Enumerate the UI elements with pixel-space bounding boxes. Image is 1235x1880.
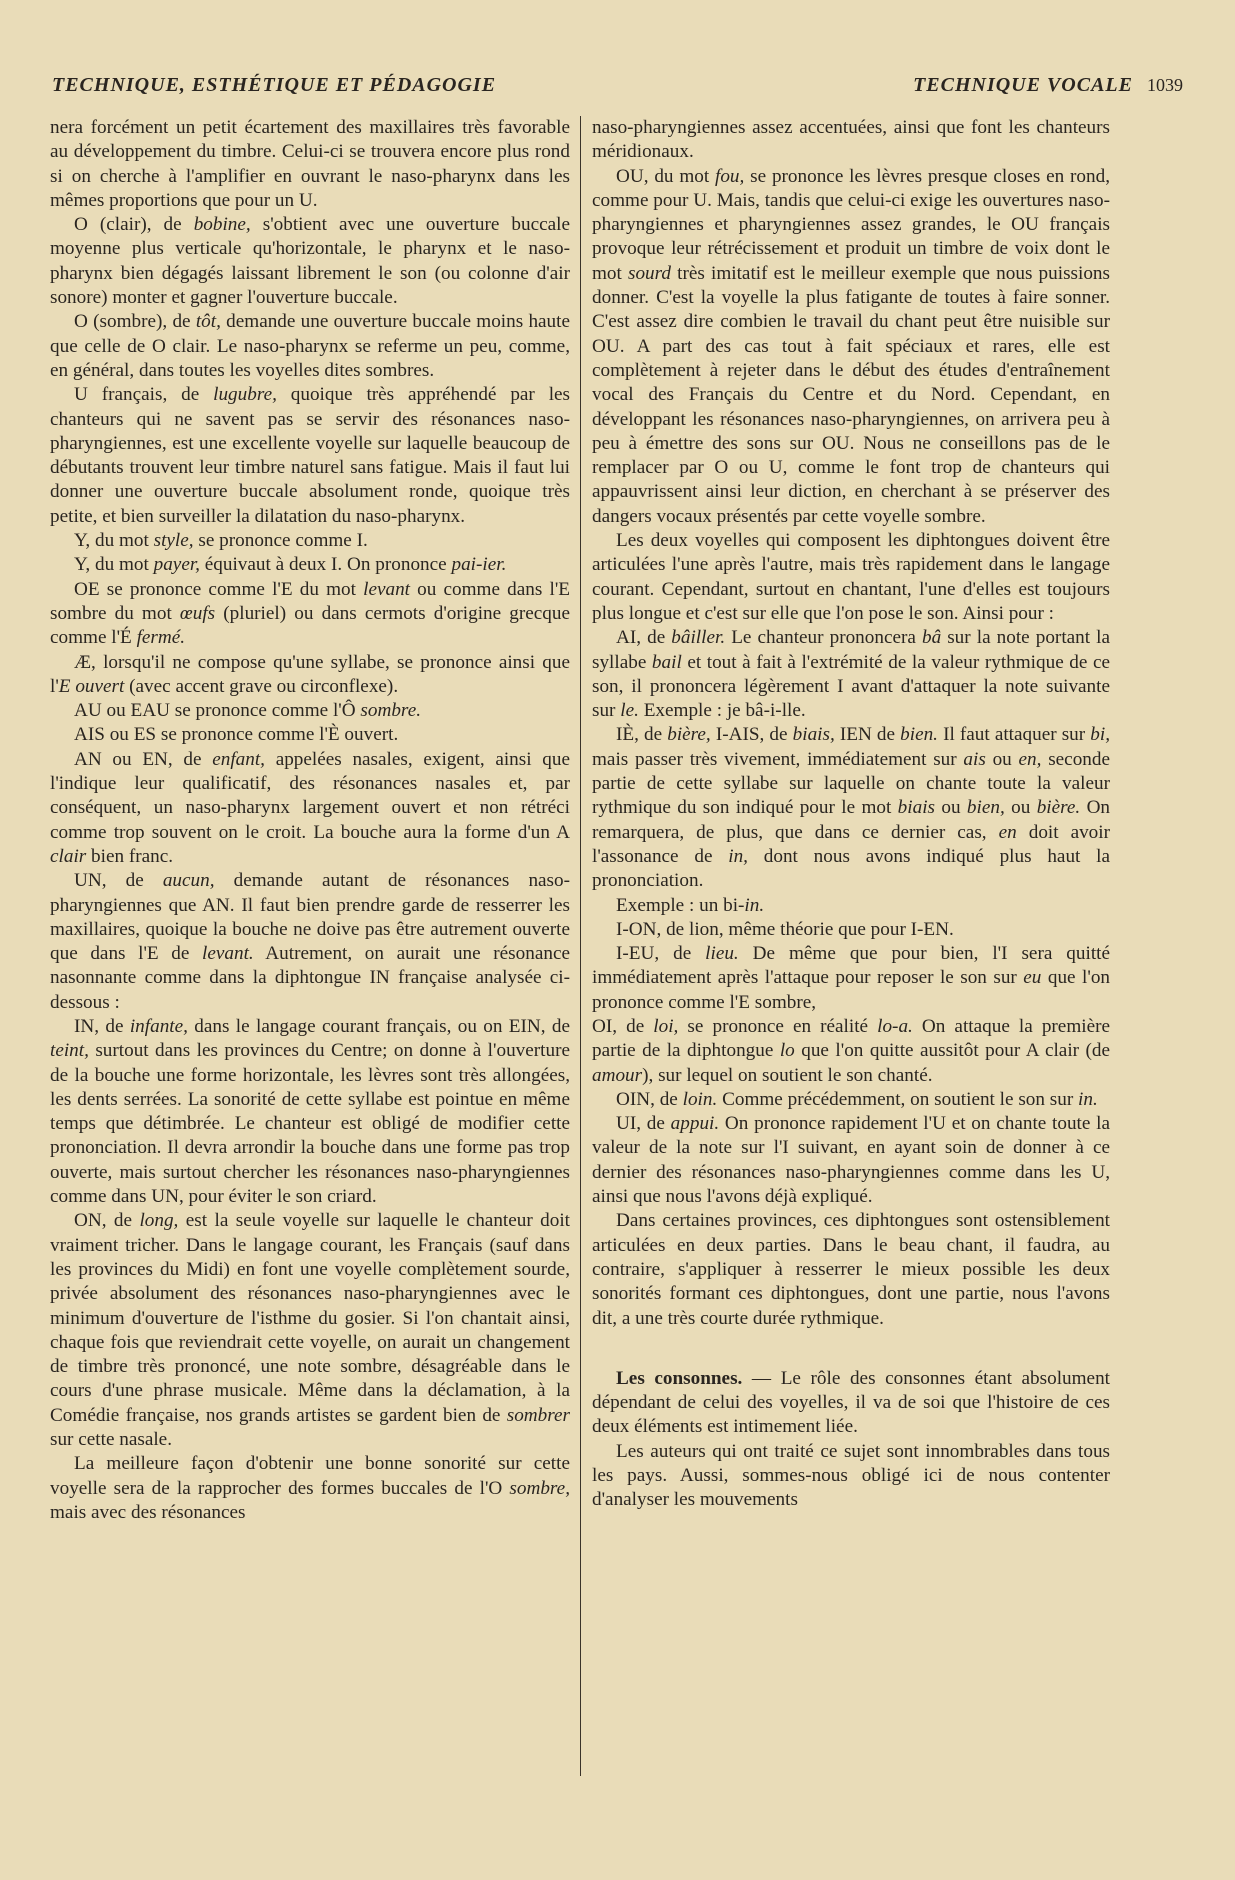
italic-text: bien, <box>966 797 1005 819</box>
text-run: bien franc. <box>86 845 174 867</box>
italic-text: sourd <box>628 262 672 284</box>
paragraph <box>592 165 1110 529</box>
paragraph <box>50 310 570 383</box>
italic-text: lieu. <box>705 943 739 965</box>
text-run: demande une ouverture buccale moins haute que celle de O clair. Le naso-pharynx se referme un peu, comme, en général, dans toutes les voyelles dites sombres. <box>50 311 570 381</box>
text-run: On attaque la première partie de la diphtongue <box>592 1015 1110 1062</box>
text-run: OI, de <box>592 1015 654 1037</box>
paragraph <box>50 1452 570 1525</box>
italic-text: en <box>998 821 1017 843</box>
text-run: On remarquera, de plus, que dans ce dernier cas, <box>592 797 1111 843</box>
text-run: Exemple : un bi- <box>616 894 745 916</box>
text-run: dans le langage courant français, ou on EIN, de <box>187 1015 570 1037</box>
italic-text: in. <box>1078 1088 1098 1110</box>
text-run: dont nous avons indiqué plus haut la prononciation. <box>592 845 1110 892</box>
paragraph <box>592 1112 1110 1209</box>
text-run: I-ON, de lion, même théorie que pour I-EN. <box>616 918 954 940</box>
italic-text: bobine, <box>193 214 251 236</box>
paragraph <box>50 213 570 310</box>
text-run: AU ou EAU se prononce comme l'Ô <box>74 700 361 722</box>
text-run: I-EU, de <box>616 943 706 965</box>
text-run: mais passer très vivement, immédiatement sur <box>592 748 964 770</box>
text-run: OE se prononce comme l'E du mot <box>74 578 364 600</box>
italic-text: lugubre, <box>213 384 277 406</box>
text-run: très imitatif est le meilleur exemple que nous puissions donner. C'est la voyelle la plus fatigante de toutes à faire sonner. C'est assez dire combien le travail du chant peut être nuisible sur OU. A part des cas tout à fait spéciaux et rares, elle est complètement à rejeter dans le début des études d'entraînement vocal des Français du Centre et du Nord. Cependant, en développant les résonances naso-pharyngiennes, on arrivera peu à peu à émettre des sons sur OU. Nous ne conseillons pas de le remplacer par O ou U, comme le font trop de chanteurs qui appauvrissent ainsi leur diction, en cherchant à se préserver des dangers vocaux présentés par cette voyelle sombre. <box>592 262 1110 527</box>
italic-text: fou, <box>715 165 745 187</box>
text-run: seconde partie de cette syllabe sur laquelle on chante toute la valeur rythmique du son indiqué pour le mot <box>592 748 1110 819</box>
italic-text: sombre. <box>360 700 422 722</box>
paragraph <box>592 1209 1110 1330</box>
text-run: Il faut attaquer sur <box>937 724 1091 746</box>
text-run: O (sombre), de <box>74 311 196 333</box>
italic-text: en, <box>1018 748 1042 770</box>
text-run: quoique très appréhendé par les chanteurs qui ne savent pas se servir des résonances naso-pharyngiennes, est une excellente voyelle sur laquelle beaucoup de débutants trouvent leur timbre naturel sans fatigue. Mais il faut lui donner une ouverture buccale absolument ronde, quoique très petite, et bien surveiller la dilatation du naso-pharynx. <box>50 384 571 527</box>
text-run: Le chanteur prononcera <box>725 627 922 649</box>
text-run: IN, de <box>74 1015 130 1037</box>
text-run: est la seule voyelle sur laquelle le chanteur doit vraiment tricher. Dans le langage courant, les Français (sauf dans les provinces du Midi) en font une voyelle complètement sourde, privée absolument des résonances naso-pharyngiennes avec le minimum d'ouverture de l'isthme du gosier. Si l'on chantait ainsi, chaque fois que reviendrait cette voyelle, on aurait un changement de timbre très prononcé, une note sombre, désagréable dans le cours d'une phrase musicale. Même dans la déclamation, à la Comédie française, nos grands artistes se gardent bien de <box>50 1210 570 1426</box>
italic-text: levant <box>363 578 410 600</box>
paragraph <box>592 1440 1110 1513</box>
text-run: ou <box>1004 797 1037 819</box>
text-run: De même que pour bien, l'I sera quitté immédiatement après l'attaque pour reposer le son sur <box>592 943 1110 989</box>
text-run: que l'on quitte aussitôt pour A clair (de <box>794 1040 1110 1062</box>
text-run: IÈ, de <box>616 724 668 746</box>
text-run: s'obtient avec une ouverture buccale moyenne plus verticale qu'horizontale, le pharynx et le naso-pharynx bien dégagés laissant librement le son (ou colonne d'air sonore) monter et gagner l'ouverture buccale. <box>50 214 570 309</box>
right-column <box>592 116 1110 1513</box>
italic-text: teint, <box>50 1040 89 1062</box>
italic-text: bière. <box>1036 797 1081 819</box>
italic-text: appui. <box>670 1113 720 1135</box>
italic-text: clair <box>50 845 87 867</box>
text-run: I-AIS, de <box>710 724 793 746</box>
italic-text: bi, <box>1090 724 1110 746</box>
paragraph <box>592 1367 1110 1440</box>
paragraph <box>592 1015 1110 1088</box>
italic-text: E ouvert <box>58 675 125 697</box>
text-run: doit avoir l'assonance de <box>592 821 1110 867</box>
text-run: U français, de <box>74 384 214 406</box>
italic-text: sombrer <box>506 1404 570 1426</box>
text-run: Y, du mot <box>74 554 154 576</box>
italic-text: amour <box>592 1064 643 1086</box>
running-head <box>52 74 1183 104</box>
italic-text: tôt, <box>195 311 221 333</box>
text-run: O (clair), de <box>74 214 194 236</box>
text-run: OIN, de <box>616 1088 683 1110</box>
text-run: Y, du mot <box>74 530 154 552</box>
italic-text: loi, <box>653 1015 679 1037</box>
italic-text: bâ <box>921 627 942 649</box>
paragraph <box>50 383 570 529</box>
text-run: se prononce comme I. <box>193 530 368 552</box>
text-run: AIS ou ES se prononce comme l'È ouvert. <box>74 724 399 746</box>
italic-text: in, <box>728 845 748 867</box>
paragraph <box>592 626 1110 723</box>
text-run: Autrement, on aurait une résonance nasonnante comme dans la diphtongue IN française analysée ci-dessous : <box>50 943 570 1013</box>
italic-text: enfant, <box>212 748 265 770</box>
paragraph <box>50 116 570 213</box>
running-head-right <box>913 74 1183 97</box>
text-run: Exemple : je bâ-i-lle. <box>638 700 806 722</box>
text-run: appelées nasales, exigent, ainsi que l'indique leur qualificatif, des résonances nasales et, par conséquent, un naso-pharynx largement ouvert et non rétréci comme trop souvent on le croit. La bouche aura la forme d'un A <box>50 748 570 843</box>
paragraph <box>50 529 570 553</box>
italic-text: le. <box>620 700 639 722</box>
text-run: que l'on prononce comme l'E sombre, <box>592 967 1111 1013</box>
paragraph <box>592 1088 1110 1112</box>
text-run: ou <box>935 797 967 819</box>
paragraph <box>50 1209 570 1452</box>
paragraph <box>592 116 1110 165</box>
page-number: 1039 <box>1147 75 1183 95</box>
paragraph <box>50 1015 570 1209</box>
italic-text: in. <box>744 894 765 916</box>
italic-text: loin. <box>682 1088 718 1110</box>
text-run: Comme précédemment, on soutient le son sur <box>717 1088 1079 1110</box>
text-run: sur la note portant la syllabe <box>592 627 1110 673</box>
italic-text: levant. <box>202 943 254 965</box>
italic-text: lo <box>779 1040 795 1062</box>
section-heading: Les consonnes. <box>616 1367 743 1389</box>
italic-text: sombre, <box>509 1477 570 1499</box>
paragraph <box>50 748 570 869</box>
text-run: et tout à fait à l'extrémité de la valeur rythmique de ce son, il prononcera légèrement I avant d'attaquer la note suivante sur <box>592 651 1110 722</box>
running-head-title: TECHNIQUE VOCALE <box>913 74 1133 96</box>
paragraph <box>50 869 570 1015</box>
italic-text: biais, <box>792 724 835 746</box>
left-column <box>50 116 570 1525</box>
italic-text: aucun, <box>162 870 215 892</box>
text-run: équivaut à deux I. On prononce <box>199 554 452 576</box>
text-run: AN ou EN, de <box>74 748 213 770</box>
text-run: La meilleure façon d'obtenir une bonne sonorité sur cette voyelle sera de la rapprocher des formes buccales de l'O <box>50 1453 570 1499</box>
italic-text: bière, <box>667 724 711 746</box>
text-run: Les deux voyelles qui composent les diphtongues doivent être articulées l'une après l'autre, mais très rapidement dans le langage courant. Cependant, surtout en chantant, l'une d'elles est toujours plus longue et c'est sur elle que l'on pose le son. Ainsi pour : <box>592 530 1110 624</box>
text-run: Les auteurs qui ont traité ce sujet sont innombrables dans tous les pays. Aussi, sommes-nous obligé ici de nous contenter d'analyser les mouvements <box>592 1440 1110 1511</box>
paragraph <box>50 723 570 747</box>
text-run: — Le rôle des consonnes étant absolument dépendant de celui des voyelles, il va de soi que l'histoire de ces deux éléments est intimement liée. <box>592 1367 1110 1438</box>
paragraph <box>592 942 1110 1015</box>
running-head-left: TECHNIQUE, ESTHÉTIQUE ET PÉDAGOGIE <box>52 74 497 96</box>
italic-text: style, <box>153 530 194 552</box>
text-run: Dans certaines provinces, ces diphtongues sont ostensiblement articulées en deux parties. Dans le beau chant, il faudra, au contraire, s'appliquer à resserrer le mieux possible les deux sonorités formant ces diphtongues, dont une partie, nous l'avons dit, a une très courte durée rythmique. <box>592 1210 1110 1329</box>
text-run: ou comme dans l'E sombre du mot <box>50 578 570 624</box>
italic-text: œufs <box>179 602 216 624</box>
italic-text: payer, <box>153 554 200 576</box>
text-run: mais avec des résonances <box>50 1501 246 1523</box>
text-run: se prononce les lèvres presque closes en rond, comme pour U. Mais, tandis que celui-ci exige les ouvertures naso-pharyngiennes et pharyngiennes assez grandes, le OU français provoque leur rétrécissement et produit un timbre de voix dont le mot <box>592 165 1110 284</box>
text-run: demande autant de résonances naso-pharyngiennes que AN. Il faut bien prendre garde de resserrer les maxillaires, quoique la bouche ne doive pas être autrement ouverte que dans l'E de <box>50 870 570 965</box>
paragraph <box>592 894 1110 918</box>
text-run: sur cette nasale. <box>50 1429 172 1451</box>
italic-text: bâiller. <box>671 627 726 649</box>
paragraph <box>592 723 1110 893</box>
paragraph <box>592 918 1110 942</box>
column-rule <box>580 116 581 1776</box>
paragraph <box>50 651 570 700</box>
text-run: ON, de <box>74 1210 140 1232</box>
text-run: ), sur lequel on soutient le son chanté. <box>642 1064 933 1086</box>
text-run: surtout dans les provinces du Centre; on donne à l'ouverture de la bouche une forme horizontale, les lèvres sont très allongées, les dents serrées. La sonorité de cette syllabe est pointue en même temps que détimbrée. Le chanteur est obligé de modifier cette prononciation. Il devra arrondir la bouche dans une forme pas trop ouverte, mais surtout chercher les résonances naso-pharyngiennes comme dans UN, pour éviter le son criard. <box>50 1040 570 1208</box>
italic-text: ais <box>963 748 986 770</box>
italic-text: lo-a. <box>877 1015 913 1037</box>
text-run: Æ, lorsqu'il ne compose qu'une syllabe, se prononce ainsi que l' <box>50 651 570 697</box>
italic-text: eu <box>1023 967 1042 989</box>
italic-text: biais <box>897 797 935 819</box>
italic-text: bail <box>651 651 682 673</box>
text-run: OU, du mot <box>616 165 715 187</box>
text-run: (pluriel) ou dans cermots d'origine grecque comme l'É <box>50 602 570 649</box>
paragraph <box>50 578 570 651</box>
text-run: (avec accent grave ou circonflexe). <box>124 675 399 697</box>
text-run: UN, de <box>74 870 163 892</box>
text-run: naso-pharyngiennes assez accentuées, ainsi que font les chanteurs méridionaux. <box>592 117 1110 163</box>
italic-text: pai-ier. <box>451 554 507 576</box>
italic-text: bien. <box>900 724 938 746</box>
text-run: se prononce en réalité <box>678 1015 878 1037</box>
text-run: On prononce rapidement l'U et on chante toute la valeur de la note sur l'I suivant, en ayant soin de donner à ce dernier des résonances naso-pharyngiennes comme dans les U, ainsi que nous l'avons déjà expliqué. <box>592 1113 1111 1208</box>
text-run: ou <box>985 748 1019 770</box>
text-run: AI, de <box>616 627 672 649</box>
italic-text: fermé. <box>136 627 186 649</box>
italic-text: long, <box>139 1210 179 1232</box>
text-run: IEN de <box>834 724 901 746</box>
italic-text: infante, <box>129 1015 188 1037</box>
paragraph <box>50 553 570 577</box>
text-run: nera forcément un petit écartement des maxillaires très favorable au développement du timbre. Celui-ci se trouvera encore plus rond si on cherche à l'amplifier en ouvrant le naso-pharynx dans les mêmes proportions que pour un U. <box>50 117 570 211</box>
text-run: UI, de <box>616 1113 671 1135</box>
paragraph <box>592 529 1110 626</box>
paragraph <box>50 699 570 723</box>
